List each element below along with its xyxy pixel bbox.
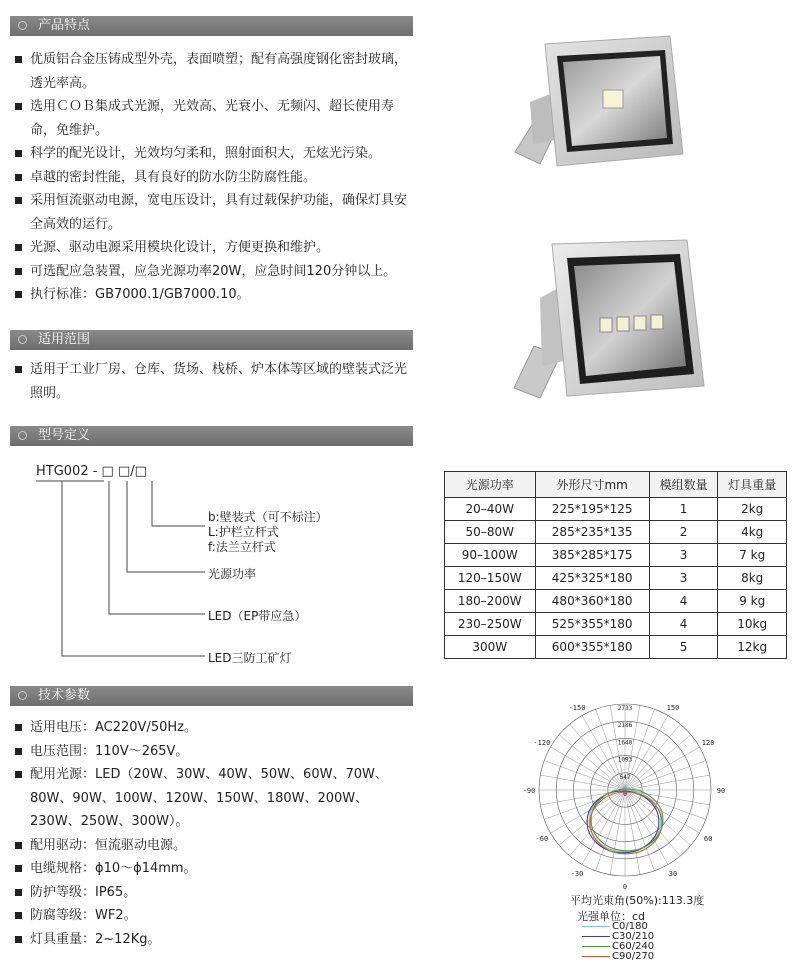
tech-list-item: 防护等级：IP65。 bbox=[10, 881, 415, 905]
tech-list-item: 灯具重量：2~12Kg。 bbox=[10, 928, 415, 952]
table-cell: 5 bbox=[649, 636, 718, 659]
tech-list-item: 配用驱动：恒流驱动电源。 bbox=[10, 834, 415, 858]
legend-item bbox=[582, 952, 654, 962]
table-cell: 180–200W bbox=[445, 590, 536, 613]
table-row bbox=[445, 636, 787, 659]
tech-list-item: 电缆规格：ϕ10～ϕ14mm。 bbox=[10, 857, 415, 881]
mount-label-b: b:壁装式（可不标注） bbox=[208, 510, 328, 524]
features-list-item: 采用恒流驱动电源，宽电压设计，具有过载保护功能，确保灯具安全高效的运行。 bbox=[10, 189, 415, 236]
features-list-item: 可选配应急装置，应急光源功率20W，应急时间120分钟以上。 bbox=[10, 260, 415, 284]
polar-ring-label: 547 bbox=[619, 773, 631, 781]
polar-angle-label: 30 bbox=[668, 870, 678, 879]
table-cell: 7 kg bbox=[718, 544, 787, 567]
polar-ring-label: 2186 bbox=[617, 722, 633, 730]
legend-swatch bbox=[582, 946, 610, 947]
features-list-item: 选用ＣＯＢ集成式光源，光效高、光衰小、无频闪、超长使用寿命，免维护。 bbox=[10, 95, 415, 142]
table-cell: 90–100W bbox=[445, 544, 536, 567]
legend-label: C30/210 bbox=[612, 931, 655, 942]
polar-angle-label: -90 bbox=[522, 787, 536, 795]
legend-label: C60/240 bbox=[612, 941, 655, 952]
polar-ring-label: 1093 bbox=[617, 756, 633, 764]
tech-list-item: 电压范围：110V～265V。 bbox=[10, 740, 415, 764]
polar-legend bbox=[582, 922, 654, 962]
table-row bbox=[445, 521, 787, 544]
features-list-item: 科学的配光设计，光效均匀柔和，照射面积大，无炫光污染。 bbox=[10, 142, 415, 166]
scope-list-item: 适用于工业厂房、仓库、货场、栈桥、炉本体等区域的壁装式泛光照明。 bbox=[10, 358, 415, 405]
polar-angle-label: 120 bbox=[701, 739, 715, 747]
features-list-item: 卓越的密封性能，具有良好的防水防尘防腐性能。 bbox=[10, 166, 415, 190]
table-cell: 525*355*180 bbox=[535, 613, 649, 636]
spec-header-cell: 光源功率 bbox=[445, 472, 536, 498]
section-header-model: 型号定义 bbox=[10, 426, 413, 446]
unit-label: 光强单位：cd bbox=[577, 910, 646, 923]
table-cell: 9 kg bbox=[718, 590, 787, 613]
tech-list-item: 适用电压：AC220V/50Hz。 bbox=[10, 716, 415, 740]
polar-angle-label: -60 bbox=[535, 835, 549, 843]
spec-header-cell: 外形尺寸mm bbox=[535, 472, 649, 498]
polar-curve-C90/270 bbox=[590, 792, 662, 854]
mount-label-l: L:护栏立杆式 bbox=[208, 525, 279, 539]
bullet-circle-icon bbox=[18, 691, 27, 700]
table-cell: 4 bbox=[649, 613, 718, 636]
table-row bbox=[445, 567, 787, 590]
polar-ring-label: 2733 bbox=[617, 705, 633, 712]
lamp-label: LED三防工矿灯 bbox=[208, 651, 292, 665]
table-cell: 225*195*125 bbox=[535, 498, 649, 521]
legend-label: C90/270 bbox=[612, 951, 655, 962]
spec-table-header bbox=[445, 472, 787, 498]
table-cell: 385*285*175 bbox=[535, 544, 649, 567]
table-cell: 3 bbox=[649, 544, 718, 567]
polar-ring-label: 1640 bbox=[617, 739, 633, 747]
spec-table bbox=[444, 471, 787, 659]
features-list-item: 执行标准：GB7000.1/GB7000.10。 bbox=[10, 283, 415, 307]
table-cell: 300W bbox=[445, 636, 536, 659]
section-header-features: 产品特点 bbox=[10, 16, 413, 36]
polar-angle-label: -120 bbox=[533, 739, 551, 747]
table-cell: 4 bbox=[649, 590, 718, 613]
polar-ring-label: 0 bbox=[623, 791, 627, 798]
polar-angle-label: 0 bbox=[622, 883, 628, 890]
table-cell: 480*360*180 bbox=[535, 590, 649, 613]
table-cell: 20–40W bbox=[445, 498, 536, 521]
table-cell: 12kg bbox=[718, 636, 787, 659]
spec-header-cell: 模组数量 bbox=[649, 472, 718, 498]
table-row bbox=[445, 544, 787, 567]
table-cell: 10kg bbox=[718, 613, 787, 636]
polar-angle-label: 150 bbox=[666, 703, 680, 712]
polar-light-distribution-diagram bbox=[520, 690, 730, 890]
features-list-item: 优质铝合金压铸成型外壳，表面喷塑；配有高强度钢化密封玻璃，透光率高。 bbox=[10, 48, 415, 95]
tech-list-item: 防腐等级：WF2。 bbox=[10, 904, 415, 928]
legend-swatch bbox=[582, 936, 610, 937]
table-row bbox=[445, 498, 787, 521]
table-cell: 3 bbox=[649, 567, 718, 590]
table-cell: 120–150W bbox=[445, 567, 536, 590]
mount-label-f: f:法兰立杆式 bbox=[208, 540, 276, 554]
beam-angle-text: 平均光束角(50%):113.3度 bbox=[570, 894, 705, 907]
polar-angle-label: -150 bbox=[568, 703, 586, 712]
legend-label: C0/180 bbox=[612, 921, 648, 932]
tech-list bbox=[10, 716, 415, 951]
table-cell: 285*235*135 bbox=[535, 521, 649, 544]
table-cell: 425*325*180 bbox=[535, 567, 649, 590]
table-row bbox=[445, 590, 787, 613]
table-cell: 50–80W bbox=[445, 521, 536, 544]
polar-angle-label: 60 bbox=[703, 835, 713, 843]
table-cell: 2 bbox=[649, 521, 718, 544]
table-row bbox=[445, 613, 787, 636]
section-header-scope: 适用范围 bbox=[10, 330, 413, 350]
table-cell: 4kg bbox=[718, 521, 787, 544]
table-cell: 230–250W bbox=[445, 613, 536, 636]
model-diagram bbox=[0, 0, 420, 680]
section-header-tech: 技术参数 bbox=[10, 686, 413, 706]
polar-angle-label: 90 bbox=[716, 787, 726, 795]
tech-list-item: 配用光源：LED（20W、30W、40W、50W、60W、70W、80W、90W、100W、120W、150W、180W、200W、230W、250W、300W）。 bbox=[10, 763, 415, 834]
power-label: 光源功率 bbox=[208, 567, 257, 581]
legend-swatch bbox=[582, 956, 610, 957]
table-cell: 8kg bbox=[718, 567, 787, 590]
table-cell: 1 bbox=[649, 498, 718, 521]
table-cell: 600*355*180 bbox=[535, 636, 649, 659]
spec-header-cell: 灯具重量 bbox=[718, 472, 787, 498]
legend-swatch bbox=[582, 926, 610, 927]
floodlight-1-image bbox=[505, 32, 690, 172]
floodlight-2-image bbox=[512, 238, 712, 400]
polar-angle-label: -30 bbox=[570, 870, 584, 879]
table-cell: 2kg bbox=[718, 498, 787, 521]
model-code: HTG002 - □ □/□ bbox=[36, 464, 147, 479]
led-label: LED（EP带应急） bbox=[208, 609, 307, 623]
features-list-item: 光源、驱动电源采用模块化设计，方便更换和维护。 bbox=[10, 236, 415, 260]
